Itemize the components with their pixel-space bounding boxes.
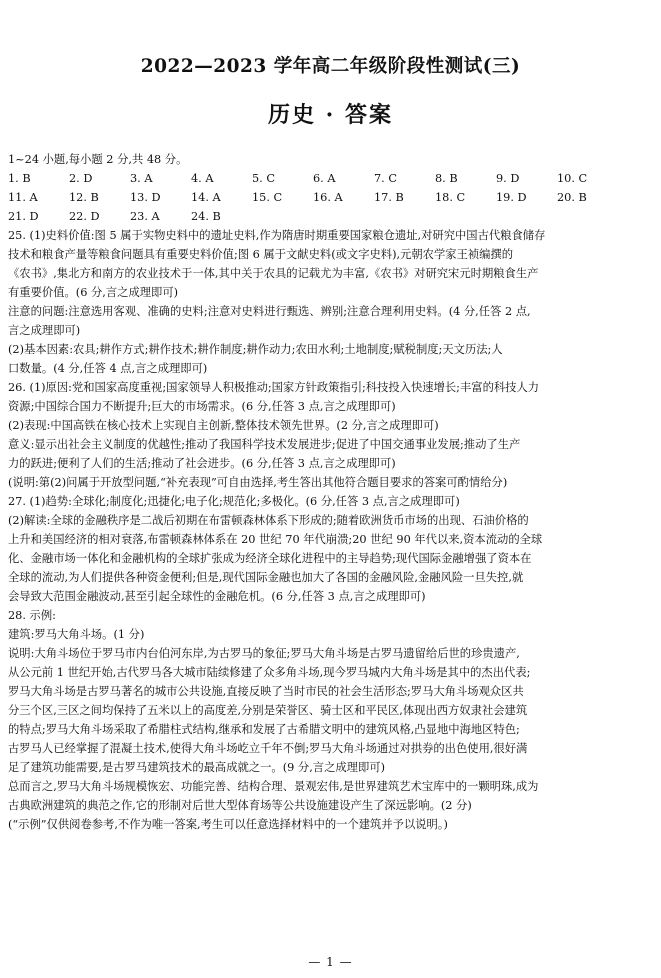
page-title: 2022—2023 学年高二年级阶段性测试(三)	[140, 56, 521, 77]
q25-line: 《农书》,集北方和南方的农业技术于一体,其中关于农具的记载尤为丰富,《农书》对研究宋元时期粮食生产	[8, 267, 539, 280]
mc-answer: 19. D	[496, 191, 527, 204]
q28-line: 古罗马人已经掌握了混凝土技术,使得大角斗场屹立千年不倒;罗马大角斗场通过对拱券的出色使用,很好满	[8, 742, 528, 755]
mc-row-2	[8, 188, 650, 207]
mc-answer: 11. A	[8, 191, 38, 204]
mc-answer: 4. A	[191, 172, 214, 185]
mc-answer: 1. B	[8, 172, 31, 185]
page-subtitle: 历史 · 答案	[268, 102, 393, 128]
q28-line: 从公元前 1 世纪开始,古代罗马各大城市陆续修建了众多角斗场,现今罗马城内大角斗场是其中的杰出代表;	[8, 666, 531, 679]
q26-line: 力的跃进;便利了人们的生活;推动了社会进步。(6 分,任答 3 点,言之成理即可)	[8, 457, 396, 470]
q26-line: 资源;中国综合国力不断提升;巨大的市场需求。(6 分,任答 3 点,言之成理即可)	[8, 400, 396, 413]
q25-line: 言之成理即可)	[8, 324, 81, 337]
question-28	[8, 606, 650, 834]
q26-line: (说明:第(2)问属于开放型问题,“补充表现”可自由选择,考生答出其他符合题目要求的答案可酌情给分)	[8, 476, 508, 489]
q28-line: (“示例”仅供阅卷参考,不作为唯一答案,考生可以任意选择材料中的一个建筑并予以说明。)	[8, 818, 448, 831]
q26-line: (2)表现:中国高铁在核心技术上实现自主创新,整体技术领先世界。(2 分,言之成理即可)	[8, 419, 439, 432]
mc-answer: 6. A	[313, 172, 336, 185]
mc-answer: 20. B	[557, 191, 587, 204]
q28-line: 分三个区,三区之间均保持了五米以上的高度差,分别是荣誉区、骑士区和平民区,体现出西方奴隶社会建筑	[8, 704, 528, 717]
mc-intro: 1~24 小题,每小题 2 分,共 48 分。	[8, 153, 188, 166]
q25-line: 技术和粮食产量等粮食问题具有重要史料价值;图 6 属于文献史料(或文字史料),元朝农学家王祯编撰的	[8, 248, 514, 261]
mc-answer: 21. D	[8, 210, 39, 223]
mc-row-3	[8, 207, 650, 226]
question-25	[8, 226, 650, 378]
mc-answer: 22. D	[69, 210, 100, 223]
q26-line: 意义:显示出社会主义制度的优越性;推动了我国科学技术发展进步;促进了中国交通事业发展;推动了生产	[8, 438, 521, 451]
mc-answer: 16. A	[313, 191, 343, 204]
mc-answer: 14. A	[191, 191, 221, 204]
mc-answer: 3. A	[130, 172, 153, 185]
q28-line: 古典欧洲建筑的典范之作,它的形制对后世大型体育场等公共设施建设产生了深远影响。(2 分)	[8, 799, 472, 812]
mc-answer: 17. B	[374, 191, 404, 204]
answer-body	[8, 150, 650, 834]
q27-line: 会导致大范围金融波动,甚至引起全球性的金融危机。(6 分,任答 3 点,言之成理即可)	[8, 590, 426, 603]
q28-line: 罗马大角斗场是古罗马著名的城市公共设施,直接反映了当时市民的社会生活形态;罗马大角斗场观众区共	[8, 685, 524, 698]
q28-line: 的特点;罗马大角斗场采取了希腊柱式结构,继承和发展了古希腊文明中的建筑风格,凸显地中海地区特色;	[8, 723, 520, 736]
question-27	[8, 492, 650, 606]
mc-answer: 7. C	[374, 172, 398, 185]
q27-line: 全球的流动,为人们提供各种资金便利;但是,现代国际金融也加大了各国的金融风险,金融风险一旦失控,就	[8, 571, 524, 584]
q28-line: 28. 示例:	[8, 609, 56, 622]
mc-answer: 9. D	[496, 172, 520, 185]
page-number: — 1 —	[308, 955, 353, 969]
q25-line: 注意的问题:注意选用客观、准确的史料;注意对史料进行甄选、辨别;注意合理利用史料。(4 分,任答 2 点,	[8, 305, 531, 318]
q25-line: 25. (1)史料价值:图 5 属于实物史料中的遗址史料,作为隋唐时期重要国家粮仓遗址,对研究中国古代粮食储存	[8, 229, 546, 242]
q25-line: 有重要价值。(6 分,言之成理即可)	[8, 286, 179, 299]
mc-answer: 2. D	[69, 172, 93, 185]
mc-answer: 10. C	[557, 172, 588, 185]
mc-answer: 12. B	[69, 191, 99, 204]
q28-line: 足了建筑功能需要,是古罗马建筑技术的最高成就之一。(9 分,言之成理即可)	[8, 761, 385, 774]
q28-line: 建筑:罗马大角斗场。(1 分)	[8, 628, 145, 641]
q28-line: 说明:大角斗场位于罗马市内台伯河东岸,为古罗马的象征;罗马大角斗场是古罗马遗留给后世的珍贵遗产,	[8, 647, 520, 660]
q27-line: (2)解读:全球的金融秩序是二战后初期在布雷顿森林体系下形成的;随着欧洲货币市场的出现、石油价格的	[8, 514, 529, 527]
q28-line: 总而言之,罗马大角斗场规模恢宏、功能完善、结构合理、景观宏伟,是世界建筑艺术宝库中的一颗明珠,成为	[8, 780, 539, 793]
q25-line: 口数量。(4 分,任答 4 点,言之成理即可)	[8, 362, 208, 375]
mc-answer: 8. B	[435, 172, 458, 185]
mc-answer: 13. D	[130, 191, 161, 204]
mc-answer: 15. C	[252, 191, 283, 204]
mc-answer: 24. B	[191, 210, 221, 223]
q27-line: 上升和美国经济的相对衰落,布雷顿森林体系在 20 世纪 70 年代崩溃;20 世纪 90 年代以来,资本流动的全球	[8, 533, 543, 546]
mc-answer: 5. C	[252, 172, 276, 185]
mc-answer: 23. A	[130, 210, 160, 223]
question-26	[8, 378, 650, 492]
q26-line: 26. (1)原因:党和国家高度重视;国家领导人积极推动;国家方针政策指引;科技投入快速增长;丰富的科技人力	[8, 381, 540, 394]
q27-line: 化、金融市场一体化和金融机构的全球扩张成为经济全球化进程中的主导趋势;现代国际金融增强了资本在	[8, 552, 532, 565]
q27-line: 27. (1)趋势:全球化;制度化;迅捷化;电子化;规范化;多极化。(6 分,任答 3 点,言之成理即可)	[8, 495, 460, 508]
q25-line: (2)基本因素:农具;耕作方式;耕作技术;耕作制度;耕作动力;农田水利;土地制度;赋税制度;天文历法;人	[8, 343, 503, 356]
mc-row-1	[8, 169, 650, 188]
mc-answer: 18. C	[435, 191, 466, 204]
